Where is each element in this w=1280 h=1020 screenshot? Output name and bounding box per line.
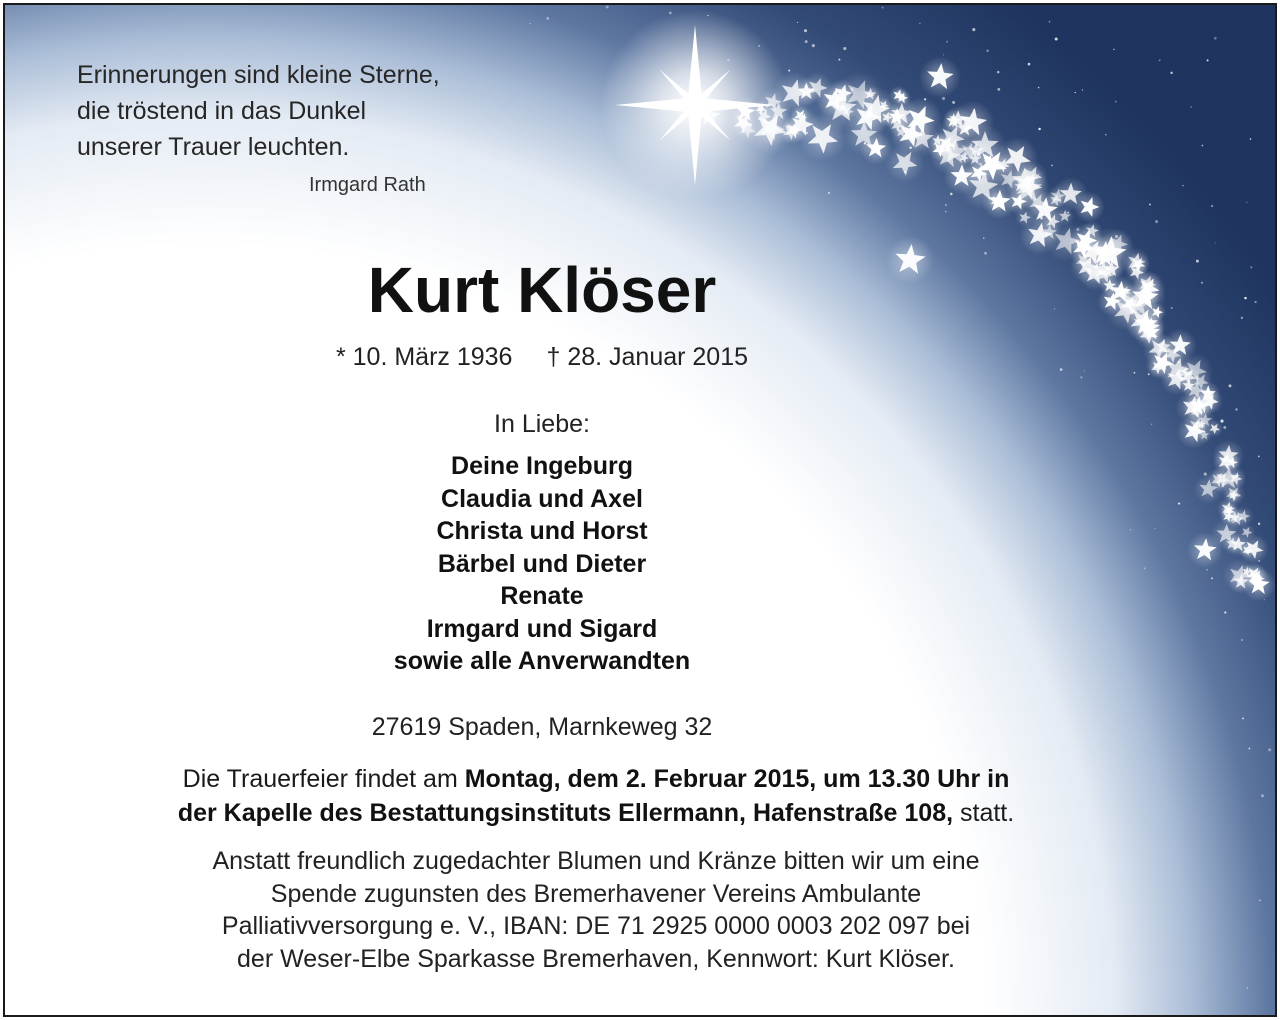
donation-line: der Weser-Elbe Sparkasse Bremerhaven, Kennwort: Kurt Klöser. [237,944,955,973]
ceremony-date-time: Montag, dem 2. Februar 2015, um 13.30 Uhr in [464,765,1010,793]
memorial-quote [77,57,440,196]
ceremony-line [5,762,1187,796]
mourner-name: Renate [500,582,584,610]
mourner-name: sowie alle Anverwandten [393,647,691,675]
ceremony-location: der Kapelle des Bestattungsinstituts Ellermann, Hafenstraße 108, [177,799,954,827]
mourner-name: Christa und Horst [436,517,648,545]
mourner-name: Irmgard und Sigard [426,614,658,643]
quote-line: unserer Trauer leuchten. [77,133,350,161]
donation-line: Palliativversorgung e. V., IBAN: DE 71 2925 0000 0003 202 097 bei [221,912,971,940]
ceremony-text: statt. [953,799,1015,827]
mourner-name: Deine Ingeburg [451,452,633,480]
ceremony-line [5,796,1187,830]
funeral-ceremony-info [5,762,1187,830]
donation-line: Spende zugunsten des Bremerhavener Vereins Ambulante [270,879,922,908]
birth-date: * 10. März 1936 [335,343,513,371]
obituary-notice [3,3,1277,1017]
mourner-name: Claudia und Axel [441,484,643,513]
donation-line: Anstatt freundlich zugedachter Blumen und Kränze bitten wir um eine [212,847,980,875]
family-address: 27619 Spaden, Marnkeweg 32 [371,713,713,741]
mourner-name: Bärbel und Dieter [437,549,647,578]
quote-author: Irmgard Rath [309,174,426,196]
mourners-intro: In Liebe: [494,410,590,438]
quote-line: Erinnerungen sind kleine Sterne, [77,61,440,89]
deceased-name: Kurt Klöser [367,254,717,326]
death-date: † 28. Januar 2015 [546,343,749,371]
ceremony-text: Die Trauerfeier findet am [182,765,465,793]
quote-line: die tröstend in das Dunkel [77,97,367,125]
donation-request [5,845,1187,975]
life-dates [5,343,1079,372]
bright-star-icon [600,10,790,200]
mourners-list [5,450,1079,678]
